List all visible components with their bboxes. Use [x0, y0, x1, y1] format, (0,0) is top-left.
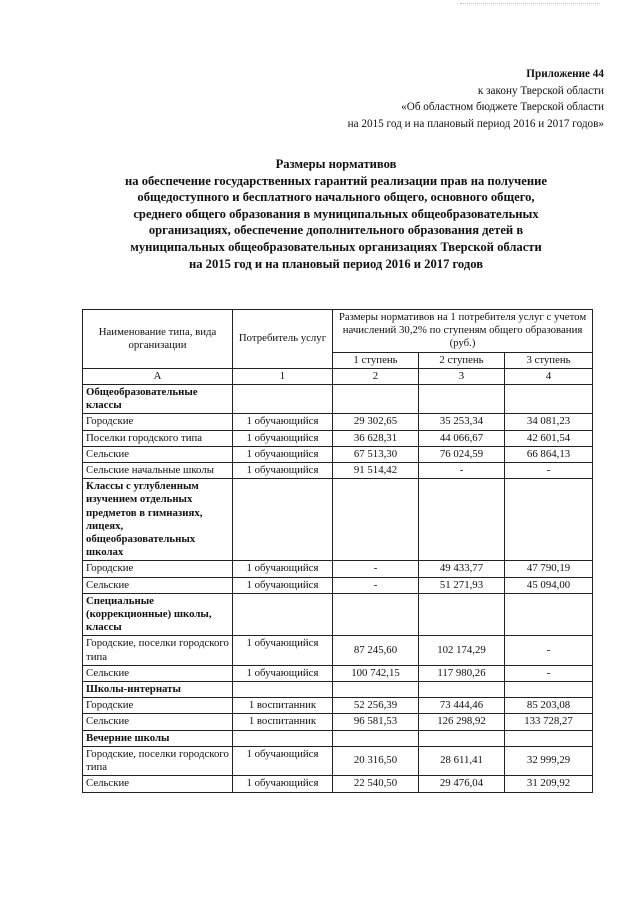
stage-3-value: 34 081,23: [505, 414, 593, 430]
consumer-cell: 1 воспитанник: [233, 714, 333, 730]
row-name-cell: Сельские: [83, 665, 233, 681]
category-row: [83, 479, 593, 561]
appendix-line-1: к закону Тверской области: [477, 84, 604, 97]
header-name: Наименование типа, вида организации: [83, 310, 233, 369]
index-cell: 1: [233, 368, 333, 384]
stage-3-value: 42 601,54: [505, 430, 593, 446]
empty-cell: [419, 593, 505, 636]
category-row: [83, 682, 593, 698]
empty-cell: [419, 730, 505, 746]
empty-cell: [505, 593, 593, 636]
header-stage-3: 3 ступень: [505, 352, 593, 368]
stage-1-value: 36 628,31: [333, 430, 419, 446]
consumer-cell: 1 обучающийся: [233, 446, 333, 462]
category-row: [83, 730, 593, 746]
table-row: [83, 636, 593, 665]
row-name-cell: Сельские: [83, 446, 233, 462]
index-cell: 4: [505, 368, 593, 384]
title-line: среднего общего образования в муниципальных общеобразовательных: [133, 206, 539, 221]
stage-3-value: -: [505, 665, 593, 681]
index-cell: А: [83, 368, 233, 384]
stage-2-value: 126 298,92: [419, 714, 505, 730]
table-row: [83, 463, 593, 479]
title-line: общедоступного и бесплатного начального общего, основного общего,: [137, 190, 535, 205]
empty-cell: [333, 385, 419, 414]
stage-3-value: 66 864,13: [505, 446, 593, 462]
stage-2-value: 29 476,04: [419, 776, 505, 792]
empty-cell: [505, 682, 593, 698]
row-name-cell: Сельские начальные школы: [83, 463, 233, 479]
header-stage-1: 1 ступень: [333, 352, 419, 368]
appendix-line-2: «Об областном бюджете Тверской области: [401, 101, 604, 113]
table-body: [83, 385, 593, 792]
consumer-cell: 1 обучающийся: [233, 414, 333, 430]
empty-cell: [333, 479, 419, 561]
empty-cell: [505, 730, 593, 746]
consumer-cell: 1 обучающийся: [233, 561, 333, 577]
stage-2-value: 102 174,29: [419, 636, 505, 665]
stage-1-value: 20 316,50: [333, 746, 419, 775]
table-row: [83, 714, 593, 730]
appendix-header: [184, 66, 604, 132]
row-name-cell: Сельские: [83, 776, 233, 792]
table-row: [83, 446, 593, 462]
row-name-cell: Городские, поселки городского типа: [83, 636, 233, 665]
table-row: [83, 698, 593, 714]
stage-3-value: 45 094,00: [505, 577, 593, 593]
title-line: на обеспечение государственных гарантий реализации прав на получение: [125, 173, 547, 188]
index-cell: 3: [419, 368, 505, 384]
index-cell: 2: [333, 368, 419, 384]
stage-1-value: 91 514,42: [333, 463, 419, 479]
stage-1-value: -: [333, 577, 419, 593]
category-label: Общеобразовательные классы: [83, 385, 233, 414]
consumer-cell: 1 обучающийся: [233, 776, 333, 792]
stage-3-value: -: [505, 636, 593, 665]
appendix-line-3: на 2015 год и на плановый период 2016 и 2017 годов»: [347, 117, 604, 130]
consumer-cell: 1 обучающийся: [233, 746, 333, 775]
empty-cell: [419, 682, 505, 698]
category-label: Классы с углубленным изучением отдельных предметов в гимназиях, лицеях, общеобразовательных школах: [83, 479, 233, 561]
scan-artifact-line: [460, 0, 600, 4]
stage-3-value: 32 999,29: [505, 746, 593, 775]
category-label: Вечерние школы: [83, 730, 233, 746]
row-name-cell: Сельские: [83, 577, 233, 593]
title-line: муниципальных общеобразовательных организациях Тверской области: [130, 239, 542, 254]
empty-cell: [419, 385, 505, 414]
stage-1-value: -: [333, 561, 419, 577]
empty-cell: [333, 593, 419, 636]
consumer-cell: 1 воспитанник: [233, 698, 333, 714]
consumer-cell: 1 обучающийся: [233, 636, 333, 665]
stage-2-value: 44 066,67: [419, 430, 505, 446]
empty-cell: [233, 682, 333, 698]
header-consumer: Потребитель услуг: [233, 310, 333, 369]
stage-3-value: 85 203,08: [505, 698, 593, 714]
stage-2-value: -: [419, 463, 505, 479]
category-label: Специальные (коррекционные) школы, классы: [83, 593, 233, 636]
category-label: Школы-интернаты: [83, 682, 233, 698]
stage-2-value: 28 611,41: [419, 746, 505, 775]
stage-1-value: 67 513,30: [333, 446, 419, 462]
row-name-cell: Городские: [83, 414, 233, 430]
category-row: [83, 385, 593, 414]
table-row: [83, 746, 593, 775]
category-row: [83, 593, 593, 636]
table-row: [83, 577, 593, 593]
empty-cell: [333, 682, 419, 698]
row-name-cell: Городские: [83, 561, 233, 577]
stage-1-value: 52 256,39: [333, 698, 419, 714]
stage-2-value: 49 433,77: [419, 561, 505, 577]
stage-1-value: 96 581,53: [333, 714, 419, 730]
row-name-cell: Городские: [83, 698, 233, 714]
title-line: организациях, обеспечение дополнительного образования детей в: [148, 223, 524, 238]
row-name-cell: Поселки городского типа: [83, 430, 233, 446]
header-norms: Размеры нормативов на 1 потребителя услуг с учетом начислений 30,2% по ступеням общего образования (руб.): [333, 310, 593, 353]
stage-2-value: 73 444,46: [419, 698, 505, 714]
stage-1-value: 87 245,60: [333, 636, 419, 665]
title-line: Размеры нормативов: [275, 157, 397, 171]
stage-2-value: 51 271,93: [419, 577, 505, 593]
empty-cell: [233, 593, 333, 636]
stage-2-value: 35 253,34: [419, 414, 505, 430]
empty-cell: [333, 730, 419, 746]
stage-2-value: 76 024,59: [419, 446, 505, 462]
title-line: на 2015 год и на плановый период 2016 и 2017 годов: [188, 256, 484, 271]
row-name-cell: Городские, поселки городского типа: [83, 746, 233, 775]
row-name-cell: Сельские: [83, 714, 233, 730]
stage-3-value: 31 209,92: [505, 776, 593, 792]
empty-cell: [233, 385, 333, 414]
stage-1-value: 22 540,50: [333, 776, 419, 792]
table-row: [83, 561, 593, 577]
consumer-cell: 1 обучающийся: [233, 430, 333, 446]
stage-1-value: 100 742,15: [333, 665, 419, 681]
table-row: [83, 776, 593, 792]
stage-1-value: 29 302,65: [333, 414, 419, 430]
table-row: [83, 665, 593, 681]
empty-cell: [233, 730, 333, 746]
stage-3-value: 133 728,27: [505, 714, 593, 730]
empty-cell: [505, 479, 593, 561]
norms-table: [82, 309, 593, 793]
stage-2-value: 117 980,26: [419, 665, 505, 681]
stage-3-value: 47 790,19: [505, 561, 593, 577]
header-stage-2: 2 ступень: [419, 352, 505, 368]
consumer-cell: 1 обучающийся: [233, 665, 333, 681]
table-row: [83, 414, 593, 430]
empty-cell: [505, 385, 593, 414]
document-title: [58, 156, 614, 272]
table-row: [83, 430, 593, 446]
empty-cell: [419, 479, 505, 561]
consumer-cell: 1 обучающийся: [233, 577, 333, 593]
stage-3-value: -: [505, 463, 593, 479]
appendix-title: Приложение 44: [526, 68, 604, 80]
consumer-cell: 1 обучающийся: [233, 463, 333, 479]
empty-cell: [233, 479, 333, 561]
